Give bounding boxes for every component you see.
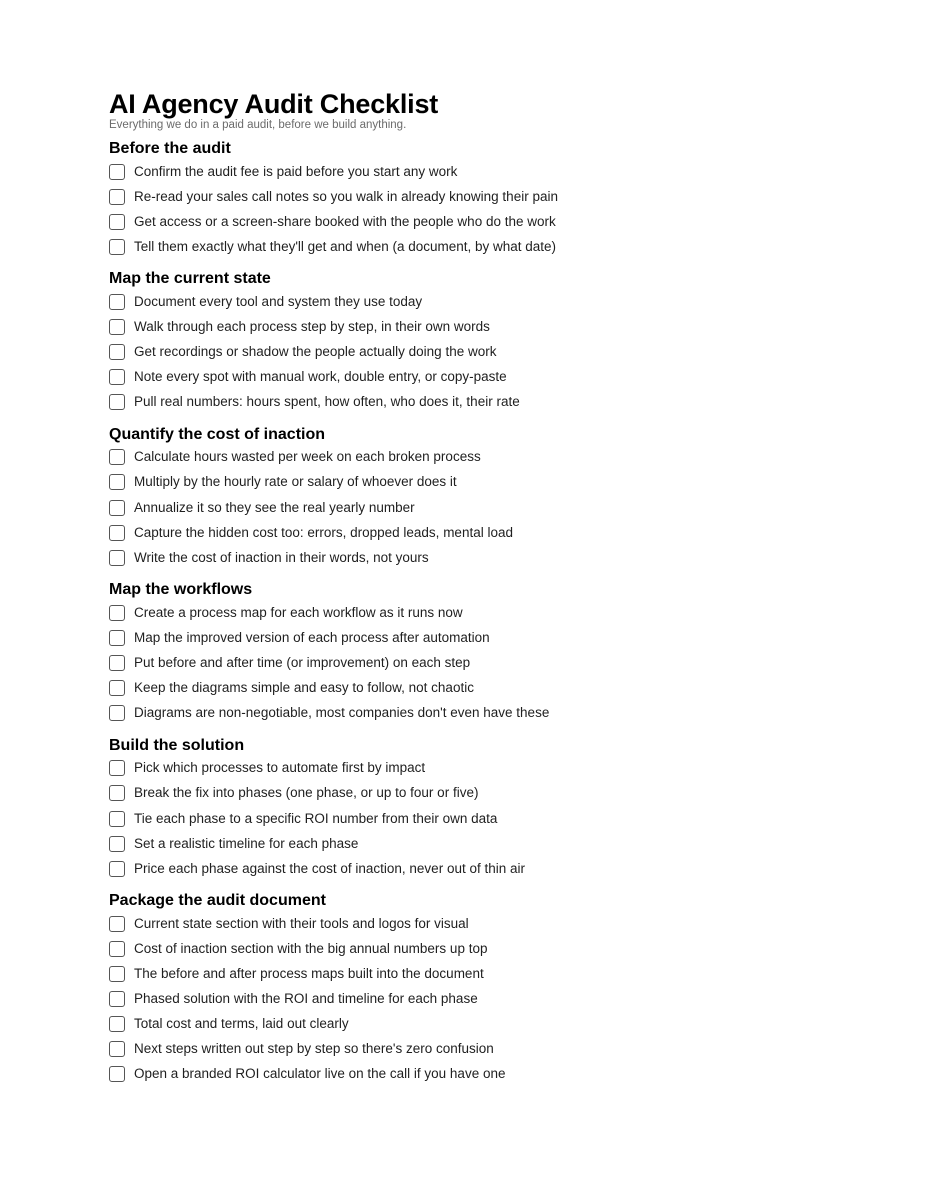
checklist-item-label: Multiply by the hourly rate or salary of whoever does it [134, 474, 457, 490]
checkbox[interactable] [109, 655, 125, 671]
checklist-items [109, 911, 869, 1087]
checklist-item [109, 314, 869, 339]
checklist-item [109, 756, 869, 781]
checklist-item-label: Open a branded ROI calculator live on the call if you have one [134, 1066, 506, 1082]
checkbox[interactable] [109, 189, 125, 205]
checklist-item [109, 340, 869, 365]
page-subtitle: Everything we do in a paid audit, before we build anything. [109, 119, 407, 131]
checklist-item [109, 1037, 869, 1062]
checklist-item [109, 365, 869, 390]
checkbox[interactable] [109, 550, 125, 566]
checklist-item [109, 1012, 869, 1037]
checklist-item-label: Document every tool and system they use today [134, 293, 423, 309]
checklist-item-label: Cost of inaction section with the big annual numbers up top [134, 940, 488, 956]
section-heading: Package the audit document [109, 892, 326, 910]
checklist-item [109, 545, 869, 570]
checklist-item-label: Re-read your sales call notes so you walk in already knowing their pain [134, 188, 558, 204]
checklist-item [109, 806, 869, 831]
section-heading: Map the current state [109, 270, 271, 288]
checklist-item-label: Create a process map for each workflow as it runs now [134, 604, 463, 620]
checklist-item-label: Calculate hours wasted per week on each broken process [134, 449, 481, 465]
checkbox[interactable] [109, 214, 125, 230]
checklist-item [109, 600, 869, 625]
checklist-item [109, 234, 869, 259]
checklist-item [109, 961, 869, 986]
checkbox[interactable] [109, 525, 125, 541]
checklist-section [109, 269, 869, 414]
checklist-section [109, 736, 869, 881]
checkbox[interactable] [109, 1016, 125, 1032]
checklist-item-label: Keep the diagrams simple and easy to follow, not chaotic [134, 680, 474, 696]
checklist-item [109, 445, 869, 470]
checkbox[interactable] [109, 1041, 125, 1057]
checklist-item-label: Walk through each process step by step, in their own words [134, 319, 490, 335]
checklist-items [109, 600, 869, 725]
checkbox[interactable] [109, 164, 125, 180]
checklist-item [109, 495, 869, 520]
checkbox[interactable] [109, 1066, 125, 1082]
checkbox[interactable] [109, 500, 125, 516]
checklist-item [109, 911, 869, 936]
checklist-item-label: Note every spot with manual work, double entry, or copy-paste [134, 369, 507, 385]
checkbox[interactable] [109, 705, 125, 721]
checkbox[interactable] [109, 916, 125, 932]
checklist-item-label: Map the improved version of each process after automation [134, 629, 490, 645]
checklist-item-label: Price each phase against the cost of inaction, never out of thin air [134, 860, 525, 876]
checkbox[interactable] [109, 239, 125, 255]
checklist-item [109, 676, 869, 701]
checklist-item-label: Confirm the audit fee is paid before you start any work [134, 163, 458, 179]
checkbox[interactable] [109, 861, 125, 877]
checklist-item-label: Total cost and terms, laid out clearly [134, 1016, 349, 1032]
checklist-item [109, 781, 869, 806]
checklist-item-label: Tie each phase to a specific ROI number from their own data [134, 810, 498, 826]
section-heading: Build the solution [109, 736, 245, 754]
checkbox[interactable] [109, 319, 125, 335]
checklist-item [109, 470, 869, 495]
checkbox[interactable] [109, 369, 125, 385]
checklist-item-label: Set a realistic timeline for each phase [134, 835, 359, 851]
section-heading: Map the workflows [109, 581, 253, 599]
checklist-item-label: Break the fix into phases (one phase, or up to four or five) [134, 785, 479, 801]
checkbox[interactable] [109, 680, 125, 696]
checkbox[interactable] [109, 344, 125, 360]
checklist-item-label: Phased solution with the ROI and timeline for each phase [134, 991, 478, 1007]
checklist-item [109, 856, 869, 881]
checklist-section [109, 580, 869, 725]
checklist-items [109, 289, 869, 414]
checklist-section [109, 891, 869, 1087]
checklist-items [109, 756, 869, 881]
checklist-item-label: Pull real numbers: hours spent, how often, who does it, their rate [134, 394, 520, 410]
checklist-item [109, 184, 869, 209]
checklist-item-label: Current state section with their tools and logos for visual [134, 915, 469, 931]
checklist-item [109, 625, 869, 650]
checkbox[interactable] [109, 630, 125, 646]
checklist-item-label: Capture the hidden cost too: errors, dropped leads, mental load [134, 524, 513, 540]
checklist-item-label: Get recordings or shadow the people actually doing the work [134, 344, 497, 360]
checklist-item-label: Put before and after time (or improvement) on each step [134, 655, 471, 671]
checkbox[interactable] [109, 449, 125, 465]
checklist-item [109, 289, 869, 314]
checklist-section [109, 139, 869, 259]
checklist-item [109, 520, 869, 545]
section-heading: Quantify the cost of inaction [109, 425, 326, 443]
checklist-item-label: Diagrams are non-negotiable, most companies don't even have these [134, 705, 550, 721]
checkbox[interactable] [109, 836, 125, 852]
checkbox[interactable] [109, 785, 125, 801]
checklist-item [109, 831, 869, 856]
checklist-section [109, 425, 869, 570]
checklist-item [109, 390, 869, 415]
checklist-item [109, 1062, 869, 1087]
checklist-items [109, 159, 869, 259]
checkbox[interactable] [109, 294, 125, 310]
checklist-item-label: Next steps written out step by step so there's zero confusion [134, 1041, 494, 1057]
checklist-item [109, 701, 869, 726]
checklist-item-label: Tell them exactly what they'll get and when (a document, by what date) [134, 238, 557, 254]
checklist-sections [109, 139, 869, 1087]
checklist-item-label: Write the cost of inaction in their words, not yours [134, 549, 429, 565]
checkbox[interactable] [109, 811, 125, 827]
checklist-item [109, 159, 869, 184]
checkbox[interactable] [109, 760, 125, 776]
checklist-item [109, 987, 869, 1012]
checklist-item [109, 209, 869, 234]
checklist-items [109, 445, 869, 570]
checklist-item-label: Get access or a screen-share booked with the people who do the work [134, 213, 556, 229]
checkbox[interactable] [109, 474, 125, 490]
checklist-item-label: Pick which processes to automate first by impact [134, 760, 426, 776]
checkbox[interactable] [109, 966, 125, 982]
checkbox[interactable] [109, 991, 125, 1007]
checklist-item [109, 936, 869, 961]
checkbox[interactable] [109, 941, 125, 957]
checklist-item-label: Annualize it so they see the real yearly number [134, 499, 415, 515]
section-heading: Before the audit [109, 140, 231, 157]
checkbox[interactable] [109, 394, 125, 410]
checkbox[interactable] [109, 605, 125, 621]
checklist-item-label: The before and after process maps built into the document [134, 965, 484, 981]
checklist-item [109, 651, 869, 676]
page-title: AI Agency Audit Checklist [109, 89, 439, 119]
